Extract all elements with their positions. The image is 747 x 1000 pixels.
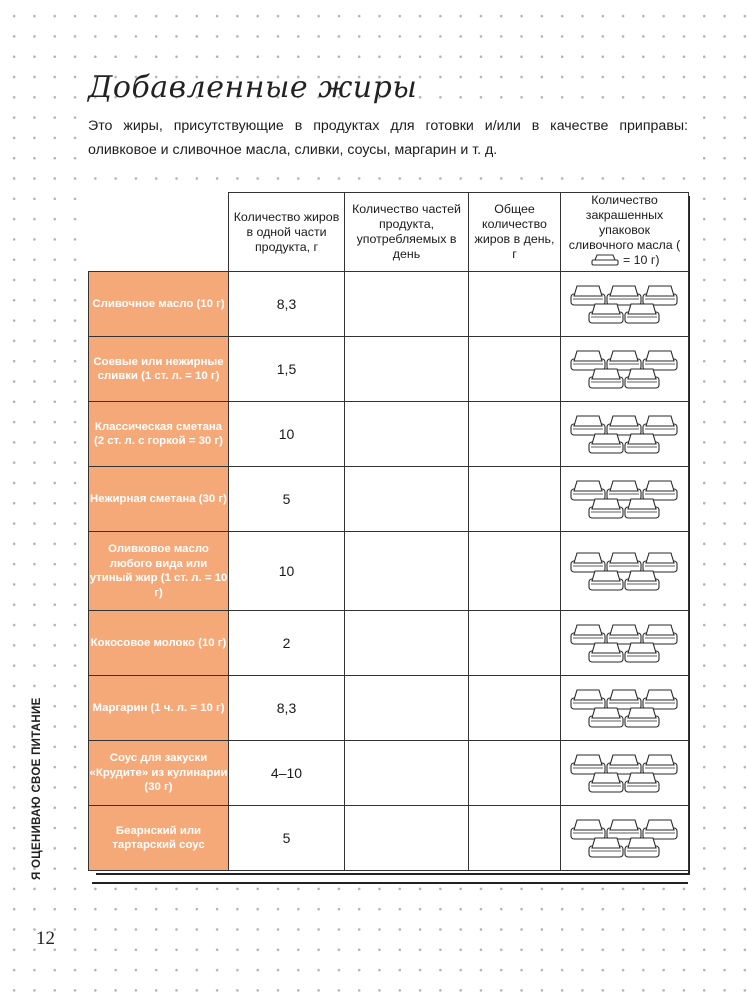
fat-per-portion-value: 1,5 bbox=[229, 337, 345, 402]
butter-pack-icon[interactable] bbox=[625, 369, 659, 388]
butter-pack-icon[interactable] bbox=[607, 286, 641, 305]
product-label: Классическая сметана (2 ст. л. с горкой = 30 г) bbox=[89, 402, 229, 467]
butter-packs-cell bbox=[561, 806, 689, 871]
butter-pack-icon[interactable] bbox=[589, 304, 623, 323]
fat-per-portion-value: 4–10 bbox=[229, 741, 345, 806]
table-row bbox=[89, 337, 689, 402]
portions-per-day-cell[interactable] bbox=[345, 806, 469, 871]
butter-pack-icon[interactable] bbox=[607, 820, 641, 839]
butter-packs-cell bbox=[561, 467, 689, 532]
table-row bbox=[89, 272, 689, 337]
fat-per-portion-value: 5 bbox=[229, 467, 345, 532]
butter-pack-icon[interactable] bbox=[607, 481, 641, 500]
butter-pack-icon[interactable] bbox=[643, 820, 677, 839]
table-row bbox=[89, 532, 689, 611]
table-row bbox=[89, 676, 689, 741]
butter-pack-icon[interactable] bbox=[643, 286, 677, 305]
section-side-label: Я ОЦЕНИВАЮ СВОЕ ПИТАНИЕ bbox=[31, 697, 43, 880]
butter-pack-icon[interactable] bbox=[643, 416, 677, 435]
product-label: Маргарин (1 ч. л. = 10 г) bbox=[89, 676, 229, 741]
butter-pack-icon[interactable] bbox=[571, 820, 605, 839]
butter-pack-icon[interactable] bbox=[571, 755, 605, 774]
portions-per-day-cell[interactable] bbox=[345, 272, 469, 337]
total-fat-cell[interactable] bbox=[469, 741, 561, 806]
butter-pack-icon[interactable] bbox=[643, 690, 677, 709]
page-title: Добавленные жиры bbox=[88, 70, 418, 105]
butter-pack-icon[interactable] bbox=[571, 553, 605, 572]
butter-packs-cell bbox=[561, 337, 689, 402]
bottom-rule bbox=[92, 882, 688, 884]
butter-pack-icon[interactable] bbox=[589, 643, 623, 662]
butter-packs-cell bbox=[561, 402, 689, 467]
butter-pack-icon[interactable] bbox=[607, 625, 641, 644]
table-row bbox=[89, 467, 689, 532]
portions-per-day-cell[interactable] bbox=[345, 467, 469, 532]
butter-pack-icon[interactable] bbox=[589, 571, 623, 590]
table-row bbox=[89, 611, 689, 676]
product-label: Соевые или нежирные сливки (1 ст. л. = 10 г) bbox=[89, 337, 229, 402]
product-label: Беарнский или тартарский соус bbox=[89, 806, 229, 871]
butter-pack-icon[interactable] bbox=[643, 755, 677, 774]
butter-pack-icon[interactable] bbox=[607, 416, 641, 435]
butter-pack-icon[interactable] bbox=[571, 690, 605, 709]
table-row bbox=[89, 741, 689, 806]
header-packs-suffix: = 10 г) bbox=[619, 253, 660, 267]
total-fat-cell[interactable] bbox=[469, 467, 561, 532]
butter-packs-cell bbox=[561, 532, 689, 611]
portions-per-day-cell[interactable] bbox=[345, 676, 469, 741]
butter-pack-icon[interactable] bbox=[625, 434, 659, 453]
butter-pack-icon[interactable] bbox=[643, 625, 677, 644]
total-fat-cell[interactable] bbox=[469, 532, 561, 611]
butter-pack-icon[interactable] bbox=[607, 690, 641, 709]
butter-pack-icon[interactable] bbox=[625, 643, 659, 662]
butter-pack-icon[interactable] bbox=[589, 369, 623, 388]
header-corner bbox=[89, 193, 229, 272]
butter-pack-icon[interactable] bbox=[589, 773, 623, 792]
butter-pack-icon[interactable] bbox=[589, 434, 623, 453]
butter-pack-icon[interactable] bbox=[571, 625, 605, 644]
fat-per-portion-value: 5 bbox=[229, 806, 345, 871]
product-label: Оливковое масло любого вида или утиный жир (1 ст. л. = 10 г) bbox=[89, 532, 229, 611]
total-fat-cell[interactable] bbox=[469, 402, 561, 467]
total-fat-cell[interactable] bbox=[469, 272, 561, 337]
butter-pack-icon bbox=[590, 253, 620, 271]
added-fats-table bbox=[88, 192, 689, 871]
butter-pack-icon[interactable] bbox=[571, 286, 605, 305]
portions-per-day-cell[interactable] bbox=[345, 532, 469, 611]
product-label: Нежирная сметана (30 г) bbox=[89, 467, 229, 532]
butter-pack-icon[interactable] bbox=[607, 553, 641, 572]
butter-pack-icon[interactable] bbox=[607, 755, 641, 774]
intro-text: Это жиры, присутствующие в продуктах для готовки и/или в качестве приправы: оливковое и сливочное масла, сливки, соусы, маргарин и т. д. bbox=[88, 114, 688, 162]
butter-packs-cell bbox=[561, 611, 689, 676]
butter-pack-icon[interactable] bbox=[589, 499, 623, 518]
product-label: Соус для закуски «Крудите» из кулинарии (30 г) bbox=[89, 741, 229, 806]
fat-per-portion-value: 10 bbox=[229, 532, 345, 611]
portions-per-day-cell[interactable] bbox=[345, 402, 469, 467]
butter-pack-icon[interactable] bbox=[607, 351, 641, 370]
butter-pack-icon[interactable] bbox=[625, 838, 659, 857]
header-fat-per-portion: Количество жиров в одной части продукта, г bbox=[229, 193, 345, 272]
fat-per-portion-value: 10 bbox=[229, 402, 345, 467]
butter-packs-cell bbox=[561, 741, 689, 806]
product-label: Кокосовое молоко (10 г) bbox=[89, 611, 229, 676]
butter-pack-icon[interactable] bbox=[589, 838, 623, 857]
butter-pack-icon[interactable] bbox=[625, 499, 659, 518]
butter-pack-icon[interactable] bbox=[625, 773, 659, 792]
butter-pack-icon[interactable] bbox=[625, 708, 659, 727]
total-fat-cell[interactable] bbox=[469, 337, 561, 402]
fat-per-portion-value: 8,3 bbox=[229, 676, 345, 741]
table-header-row bbox=[89, 193, 689, 272]
butter-pack-icon[interactable] bbox=[571, 481, 605, 500]
butter-pack-icon[interactable] bbox=[625, 304, 659, 323]
header-portions-per-day: Количество частей продукта, употребляемых в день bbox=[345, 193, 469, 272]
total-fat-cell[interactable] bbox=[469, 676, 561, 741]
butter-pack-icon[interactable] bbox=[571, 351, 605, 370]
header-butter-packs bbox=[561, 193, 689, 272]
portions-per-day-cell[interactable] bbox=[345, 611, 469, 676]
portions-per-day-cell[interactable] bbox=[345, 741, 469, 806]
butter-pack-icon[interactable] bbox=[643, 351, 677, 370]
butter-pack-icon[interactable] bbox=[589, 708, 623, 727]
butter-packs-cell bbox=[561, 676, 689, 741]
butter-packs-cell bbox=[561, 272, 689, 337]
table-row bbox=[89, 402, 689, 467]
page-number: 12 bbox=[36, 928, 55, 949]
portions-per-day-cell[interactable] bbox=[345, 337, 469, 402]
total-fat-cell[interactable] bbox=[469, 611, 561, 676]
fat-per-portion-value: 2 bbox=[229, 611, 345, 676]
header-packs-prefix: Количество закрашенных упаковок сливочного масла ( bbox=[568, 193, 681, 252]
total-fat-cell[interactable] bbox=[469, 806, 561, 871]
butter-pack-icon[interactable] bbox=[643, 553, 677, 572]
table-row bbox=[89, 806, 689, 871]
butter-pack-icon[interactable] bbox=[625, 571, 659, 590]
butter-pack-icon[interactable] bbox=[571, 416, 605, 435]
butter-pack-icon[interactable] bbox=[643, 481, 677, 500]
fat-per-portion-value: 8,3 bbox=[229, 272, 345, 337]
header-total-fat: Общее количество жиров в день, г bbox=[469, 193, 561, 272]
product-label: Сливочное масло (10 г) bbox=[89, 272, 229, 337]
